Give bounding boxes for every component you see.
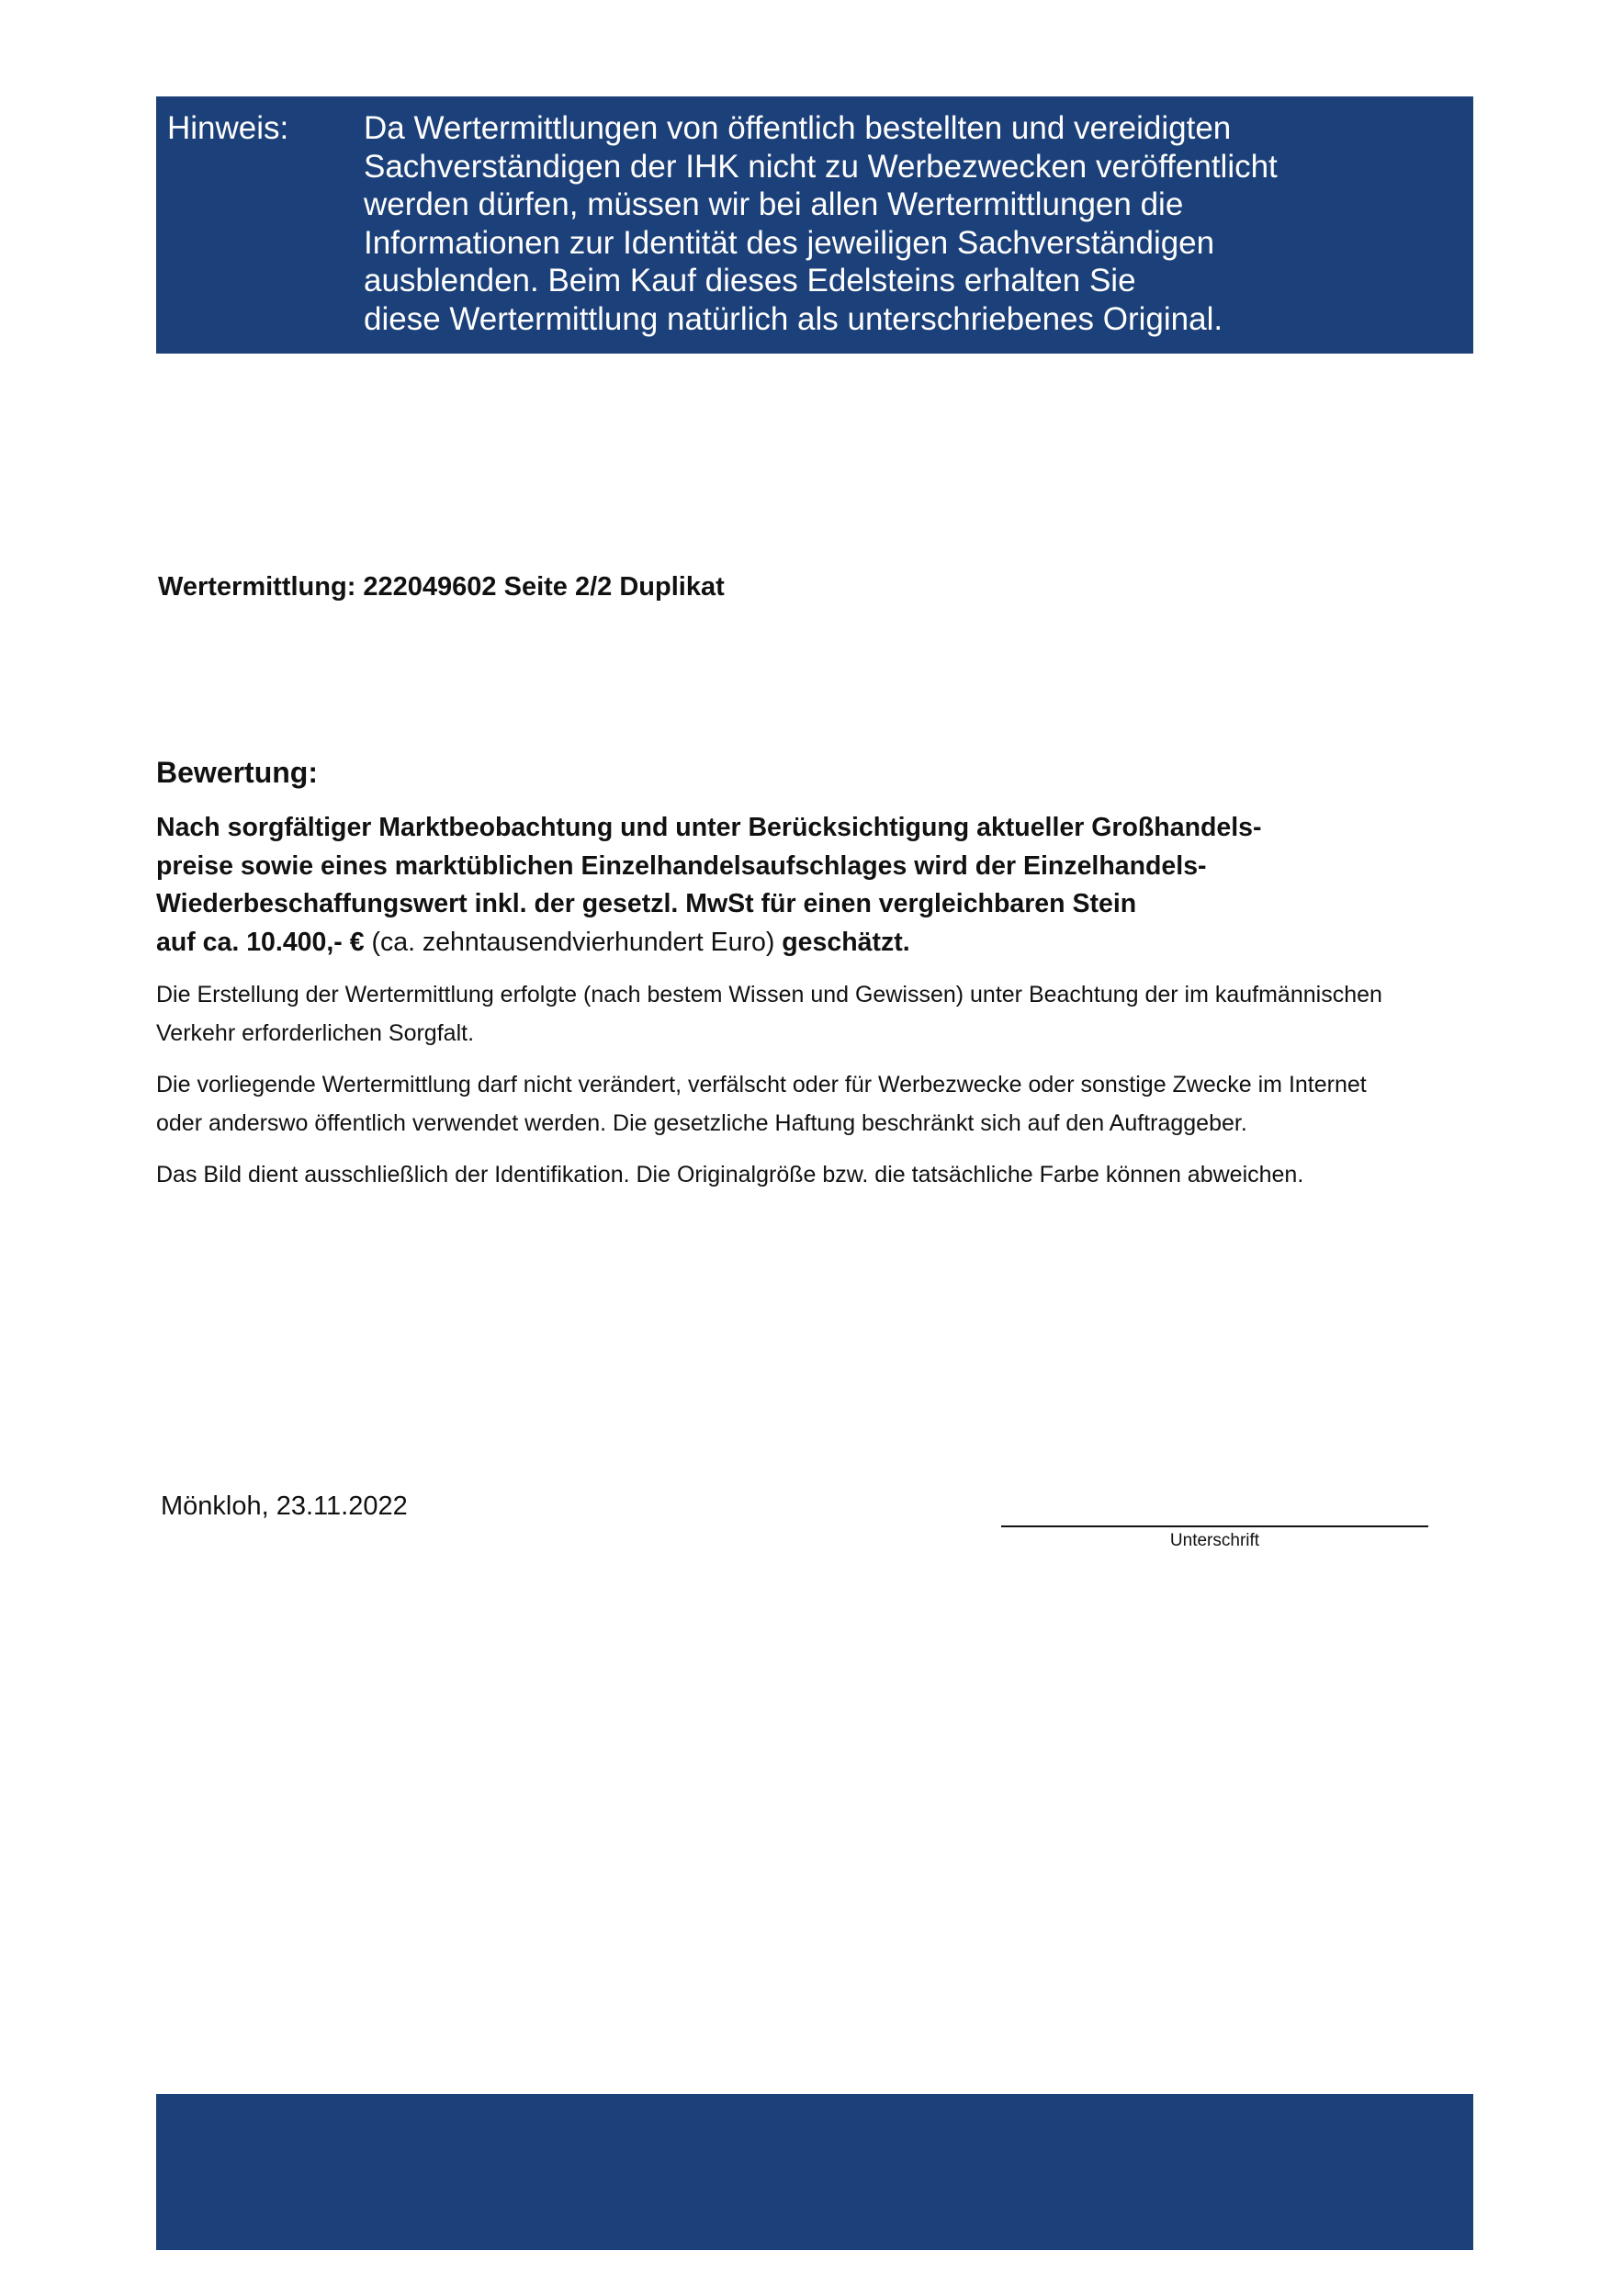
notice-line: Sachverständigen der IHK nicht zu Werbezwecken veröffentlicht bbox=[364, 148, 1278, 185]
paragraph-usage-restriction bbox=[156, 1066, 1479, 1142]
paragraph-diligence bbox=[156, 976, 1479, 1052]
notice-line: Da Wertermittlungen von öffentlich bestellten und vereidigten bbox=[364, 110, 1232, 146]
footer-bar bbox=[156, 2094, 1473, 2250]
assessment-line: Nach sorgfältiger Marktbeobachtung und unter Berücksichtigung aktueller Großhandels- bbox=[156, 813, 1262, 842]
signature-label: Unterschrift bbox=[1169, 1531, 1260, 1550]
assessment-value-words: (ca. zehntausendvierhundert Euro) bbox=[364, 927, 783, 957]
paragraph-line: Verkehr erforderlichen Sorgfalt. bbox=[156, 1019, 475, 1046]
assessment-value: auf ca. 10.400,- € bbox=[156, 927, 365, 957]
notice-line: Informationen zur Identität des jeweiligen Sachverständigen bbox=[364, 224, 1215, 261]
notice-line: werden dürfen, müssen wir bei allen Wertermittlungen die bbox=[364, 186, 1184, 222]
assessment-line: Wiederbeschaffungswert inkl. der gesetzl. MwSt für einen vergleichbaren Stein bbox=[156, 889, 1137, 918]
paragraph-line: Das Bild dient ausschließlich der Identifikation. Die Originalgröße bzw. die tatsächliche Farbe können abweichen. bbox=[156, 1162, 1304, 1187]
notice-line: diese Wertermittlung natürlich als unterschriebenes Original. bbox=[364, 300, 1223, 337]
assessment-line: preise sowie eines marktüblichen Einzelhandelsaufschlages wird der Einzelhandels- bbox=[156, 850, 1207, 881]
notice-label: Hinweis: bbox=[167, 110, 289, 146]
document-reference: Wertermittlung: 222049602 Seite 2/2 Duplikat bbox=[158, 572, 725, 602]
place-date: Mönkloh, 23.11.2022 bbox=[161, 1491, 408, 1521]
paragraph-line: Die vorliegende Wertermittlung darf nicht verändert, verfälscht oder für Werbezwecke oder sonstige Zwecke im Internet bbox=[156, 1072, 1367, 1097]
paragraph-line: Die Erstellung der Wertermittlung erfolgte (nach bestem Wissen und Gewissen) unter Beachtung der im kaufmännischen bbox=[156, 982, 1382, 1007]
paragraph-image-disclaimer bbox=[156, 1156, 1479, 1195]
notice-box bbox=[156, 96, 1473, 354]
assessment-value-line bbox=[156, 924, 1470, 962]
assessment-value-suffix: geschätzt. bbox=[782, 927, 910, 957]
paragraph-line: oder anderswo öffentlich verwendet werden. Die gesetzliche Haftung beschränkt sich auf den Auftraggeber. bbox=[156, 1109, 1247, 1136]
notice-text bbox=[364, 109, 1457, 338]
signature-line bbox=[1001, 1525, 1428, 1527]
notice-line: ausblenden. Beim Kauf dieses Edelsteins erhalten Sie bbox=[364, 263, 1136, 298]
assessment-title: Bewertung: bbox=[156, 756, 318, 789]
assessment-statement bbox=[156, 809, 1470, 962]
